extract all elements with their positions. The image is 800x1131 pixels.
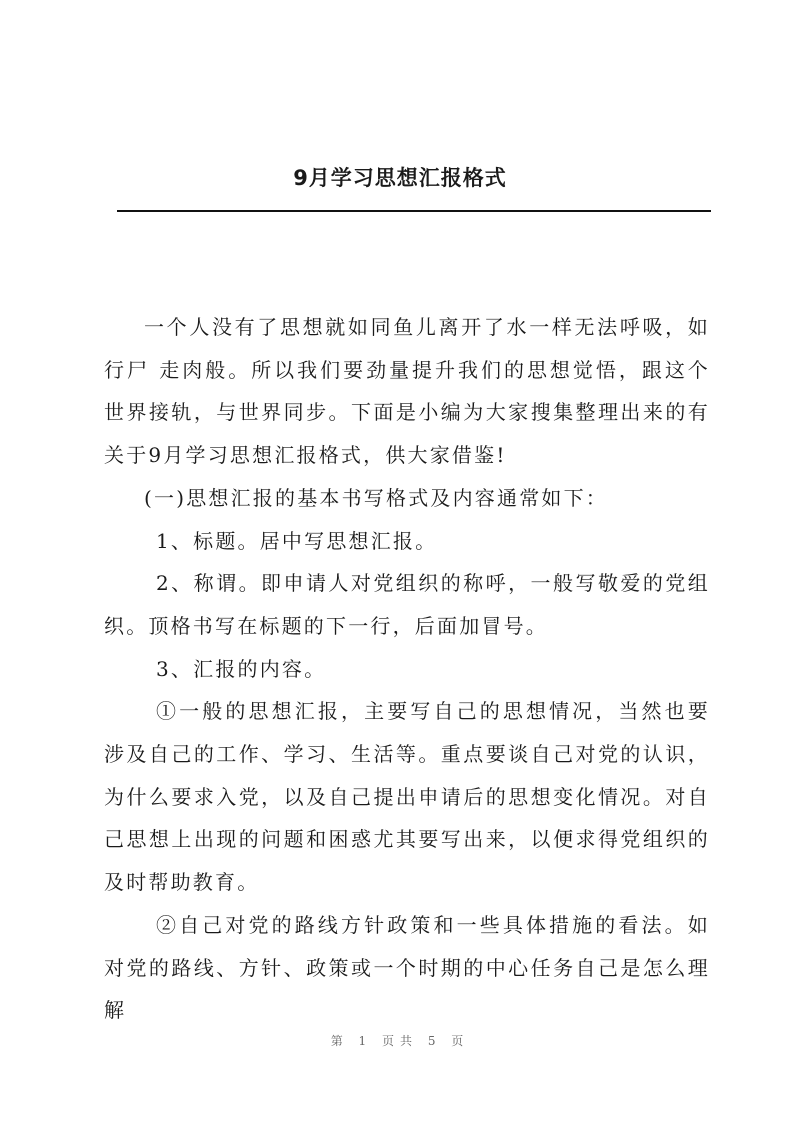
title-underline: [117, 210, 711, 212]
paragraph-section-heading: (一)思想汇报的基本书写格式及内容通常如下：: [144, 485, 609, 510]
paragraph-item-2: 2、称谓。即申请人对党组织的称呼，一般写敬爱的党组织。顶格书写在标题的下一行，后面加冒号。: [104, 571, 710, 638]
document-body: [104, 306, 710, 1032]
paragraph-item-3: 3、汇报的内容。: [156, 656, 327, 681]
paragraph-intro: 一个人没有了思想就如同鱼儿离开了水一样无法呼吸，如行尸 走肉般。所以我们要劲量提升我们的思想觉悟，跟这个世界接轨，与世界同步。下面是小编为大家搜集整理出来的有关于9月学习思想汇报格式，供大家借鉴!: [104, 315, 710, 468]
paragraph-content-2: ②自己对党的路线方针政策和一些具体措施的看法。如对党的路线、方针、政策或一个时期的中心任务自己是怎么理解: [104, 912, 710, 1023]
paragraph-content-1: ①一般的思想汇报，主要写自己的思想情况，当然也要涉及自己的工作、学习、生活等。重点要谈自己对党的认识，为什么要求入党，以及自己提出申请后的思想变化情况。对自己思想上出现的问题和困惑尤其要写出来，以便求得党组织的及时帮助教育。: [104, 699, 710, 895]
paragraph-item-1: 1、标题。居中写思想汇报。: [156, 528, 438, 553]
page-number-footer: 第 1 页共 5 页: [330, 1034, 470, 1048]
page-title: 9月学习思想汇报格式: [293, 166, 507, 190]
